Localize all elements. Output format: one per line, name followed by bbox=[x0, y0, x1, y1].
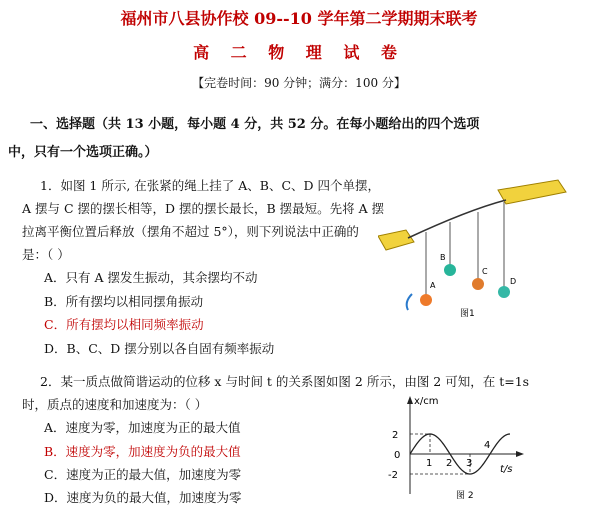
section-heading-line2: 中，只有一个选项正确。） bbox=[8, 145, 158, 160]
x-tick-4: 4 bbox=[484, 440, 491, 451]
y-tick-0: 0 bbox=[394, 450, 401, 461]
figure-1-caption: 图1 bbox=[460, 309, 475, 319]
q1-stem-line2: A 摆与 C 摆的摆长相等，D 摆的摆长最长，B 摆最短。先将 A 摆 bbox=[22, 201, 385, 216]
q1-stem-line1: 1．如图 1 所示, 在张紧的绳上挂了 A、B、C、D 四个单摆， bbox=[40, 178, 381, 193]
q2-option-b: B．速度为零，加速度为负的最大值 bbox=[44, 444, 241, 459]
q1-stem-line4: 是：（ ） bbox=[22, 247, 70, 262]
q2-option-d: D．速度为负的最大值，加速度为零 bbox=[44, 490, 242, 505]
q1-option-a: A．只有 A 摆发生振动，其余摆均不动 bbox=[44, 270, 258, 285]
x-tick-3: 3 bbox=[466, 458, 473, 469]
x-tick-2: 2 bbox=[446, 458, 453, 469]
label-c: C bbox=[482, 267, 488, 276]
q1-option-b: B．所有摆均以相同摆角振动 bbox=[44, 294, 204, 309]
pendulum-a bbox=[420, 294, 432, 306]
x-tick-1: 1 bbox=[426, 458, 433, 469]
q2-stem-line1: 2．某一质点做简谐运动的位移 x 与时间 t 的关系图如图 2 所示，由图 2 可知，在 t=1s bbox=[40, 374, 530, 389]
pendulum-b bbox=[444, 264, 456, 276]
label-b: B bbox=[440, 253, 446, 262]
label-a: A bbox=[430, 281, 436, 290]
y-tick-2: 2 bbox=[392, 430, 399, 441]
y-axis-label: x/cm bbox=[414, 396, 439, 407]
pendulum-d bbox=[498, 286, 510, 298]
q1-option-d: D．B、C、D 摆分别以各自固有频率振动 bbox=[44, 341, 275, 356]
figure-1-pendulums bbox=[378, 178, 578, 328]
label-d: D bbox=[510, 277, 517, 286]
exam-subtitle: 高 二 物 理 试 卷 bbox=[193, 43, 405, 62]
exam-title: 福州市八县协作校 09--10 学年第二学期期末联考 bbox=[120, 9, 478, 28]
section-heading-line1: 一、选择题（共 13 小题，每小题 4 分，共 52 分。在每小题给出的四个选项 bbox=[30, 117, 480, 132]
y-tick-neg2: -2 bbox=[388, 470, 398, 481]
exam-info: 【完卷时间：90 分钟；满分：100 分】 bbox=[192, 76, 406, 90]
q2-option-c: C．速度为正的最大值，加速度为零 bbox=[44, 467, 242, 482]
q1-stem-line3: 拉离平衡位置后释放（摆角不超过 5°），则下列说法中正确的 bbox=[22, 224, 359, 239]
q2-option-a: A．速度为零，加速度为正的最大值 bbox=[44, 420, 241, 435]
figure-2-caption: 图 2 bbox=[456, 491, 474, 501]
pendulum-c bbox=[472, 278, 484, 290]
q1-option-c: C．所有摆均以相同频率振动 bbox=[44, 317, 204, 332]
figure-2-xt-graph bbox=[380, 392, 530, 504]
q2-stem-line2: 时，质点的速度和加速度为：（ ） bbox=[22, 397, 208, 412]
x-axis-label: t/s bbox=[500, 464, 513, 475]
